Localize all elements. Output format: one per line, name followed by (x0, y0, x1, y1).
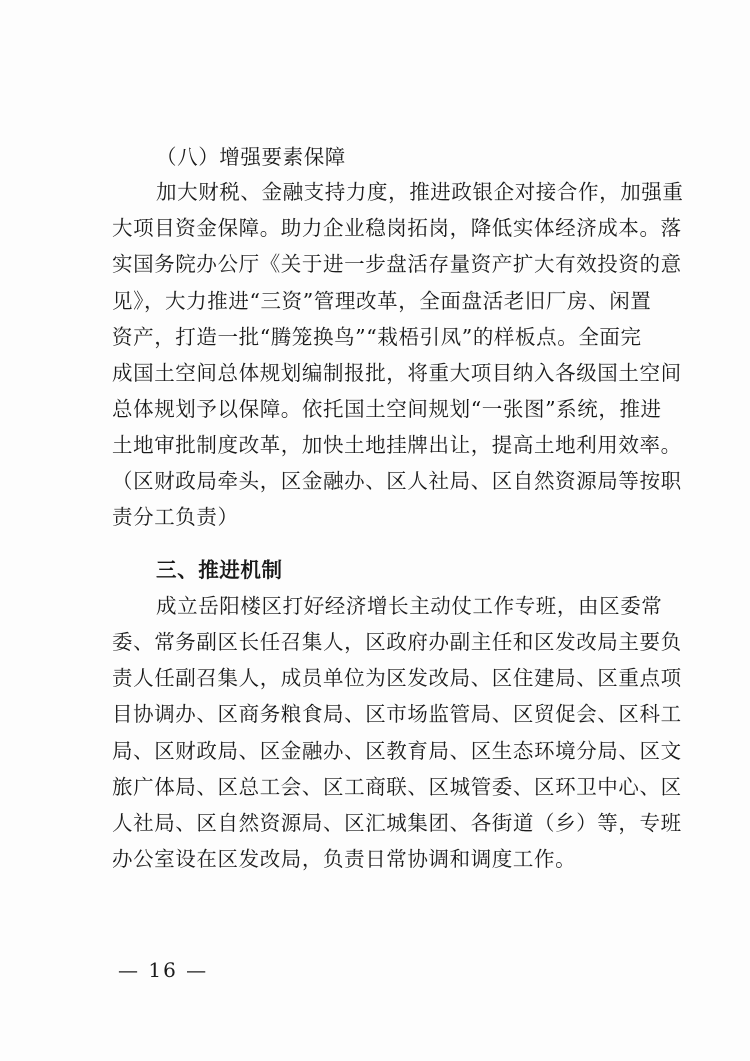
paragraph-line: 办公室设在区发改局，负责日常协调和调度工作。 (112, 847, 577, 871)
paragraph-line: 责人任副召集人，成员单位为区发改局、区住建局、区重点项 (112, 666, 682, 690)
page-number: — 16 — (118, 958, 209, 982)
section-heading-eight: （八）增强要素保障 (156, 145, 346, 169)
section-heading-three: 三、推进机制 (156, 558, 283, 582)
paragraph-line: 资产，打造一批“腾笼换鸟”“栽梧引凤”的样板点。全面完 (112, 325, 642, 349)
paragraph-line: 委、常务副区长任召集人，区政府办副主任和区发改局主要负 (112, 630, 682, 654)
paragraph-line: 成立岳阳楼区打好经济增长主动仗工作专班，由区委常 (156, 594, 663, 618)
paragraph-line: 人社局、区自然资源局、区汇城集团、各街道（乡）等，专班 (112, 811, 682, 835)
paragraph-line: 局、区财政局、区金融办、区教育局、区生态环境分局、区文 (112, 739, 682, 763)
paragraph-line: 大项目资金保障。助力企业稳岗拓岗，降低实体经济成本。落 (112, 216, 682, 240)
paragraph-line: 总体规划予以保障。依托国土空间规划“一张图”系统，推进 (112, 397, 662, 421)
paragraph-line: （区财政局牵头，区金融办、区人社局、区自然资源局等按职 (112, 469, 682, 493)
paragraph-line: 加大财税、金融支持力度，推进政银企对接合作，加强重 (156, 180, 684, 204)
paragraph-line: 目协调办、区商务粮食局、区市场监管局、区贸促会、区科工 (112, 702, 682, 726)
paragraph-line: 见》，大力推进“三资”管理改革，全面盘活老旧厂房、闲置 (112, 289, 652, 313)
paragraph-line: 土地审批制度改革，加快土地挂牌出让，提高土地利用效率。 (112, 433, 682, 457)
paragraph-line: 实国务院办公厅《关于进一步盘活存量资产扩大有效投资的意 (112, 252, 682, 276)
paragraph-line: 旅广体局、区总工会、区工商联、区城管委、区环卫中心、区 (112, 775, 682, 799)
paragraph-line: 责分工负责） (112, 505, 239, 529)
paragraph-line: 成国土空间总体规划编制报批，将重大项目纳入各级国土空间 (112, 361, 682, 385)
